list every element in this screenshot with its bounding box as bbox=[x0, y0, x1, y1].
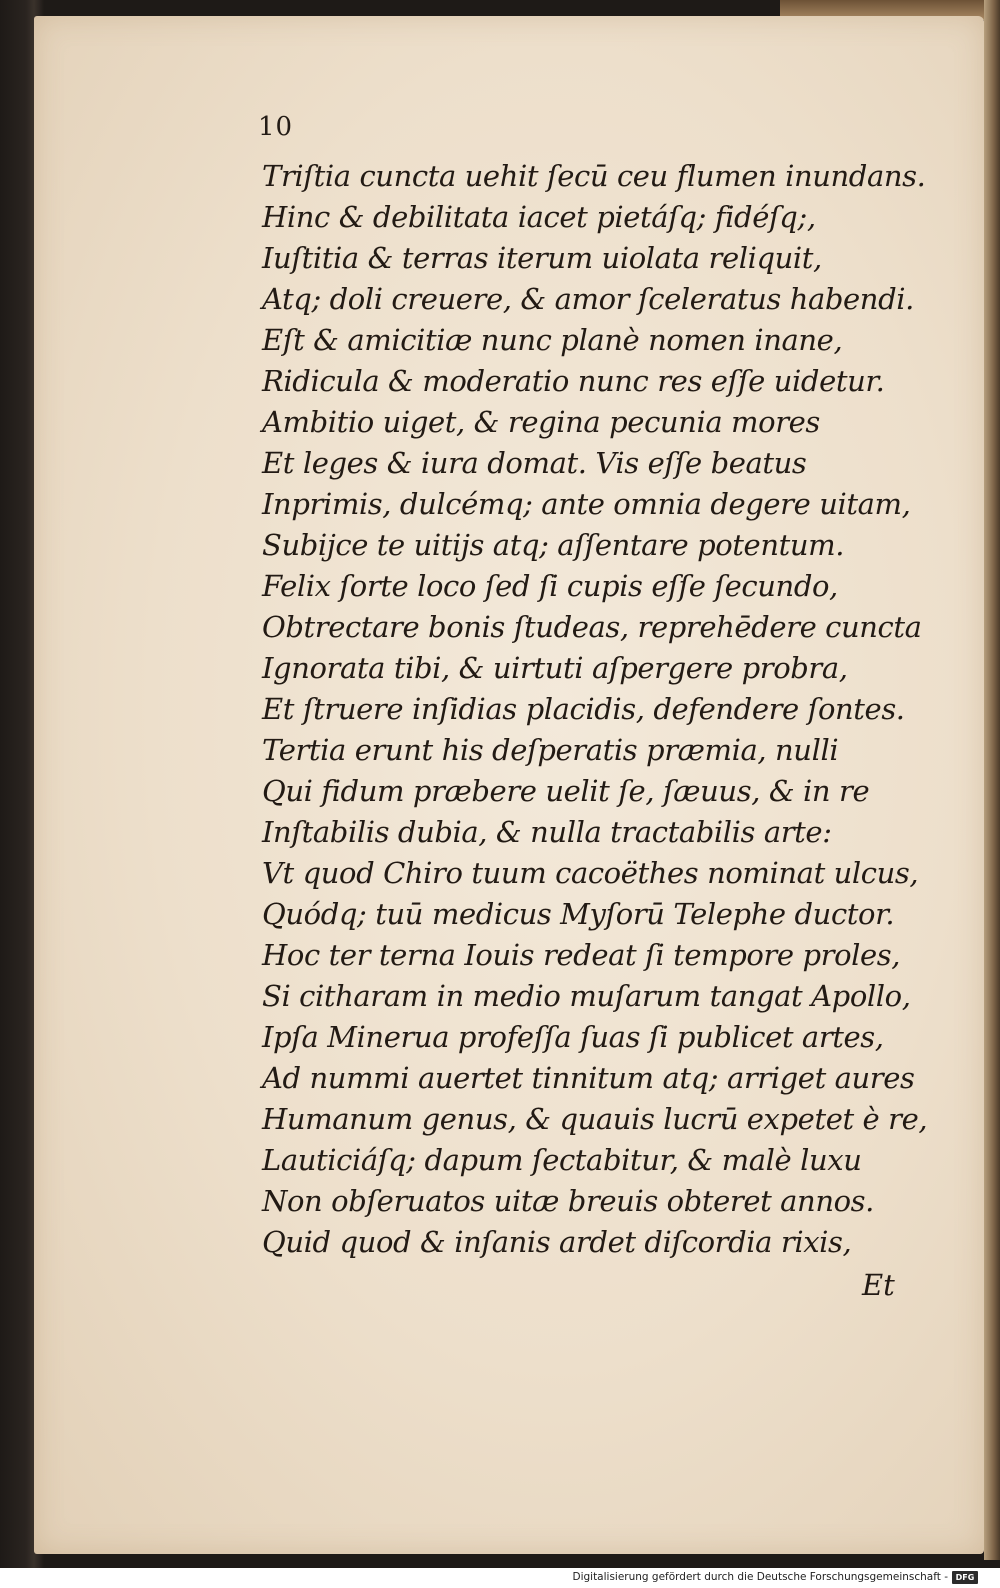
verse-line: Humanum genus, & quauis lucrū expetet è re, bbox=[262, 1102, 928, 1136]
verse-block bbox=[262, 156, 942, 1263]
book-edge-right bbox=[984, 0, 1000, 1560]
verse-line: Subijce te uitijs atq; aſſentare potentum. bbox=[262, 528, 845, 562]
verse-line: Et ſtruere inſidias placidis, defendere ſontes. bbox=[262, 692, 905, 726]
verse-line: Obtrectare bonis ſtudeas, reprehēdere cuncta bbox=[262, 610, 922, 644]
verse-line: Ridicula & moderatio nunc res eſſe uidetur. bbox=[262, 364, 885, 398]
page-number: 10 bbox=[258, 112, 294, 142]
verse-line: Atq; doli creuere, & amor ſceleratus habendi. bbox=[262, 282, 914, 316]
verse-line: Tertia erunt his deſperatis præmia, nulli bbox=[262, 733, 839, 767]
footer-credit: Digitalisierung gefördert durch die Deutsche Forschungsgemeinschaft - bbox=[572, 1571, 948, 1583]
verse-line: Et leges & iura domat. Vis eſſe beatus bbox=[262, 446, 807, 480]
verse-line: Eſt & amicitiæ nunc planè nomen inane, bbox=[262, 323, 843, 357]
verse-line: Lauticiáſq; dapum ſectabitur, & malè luxu bbox=[262, 1143, 862, 1177]
verse-line: Ignorata tibi, & uirtuti aſpergere probra, bbox=[262, 651, 848, 685]
verse-line: Ambitio uiget, & regina pecunia mores bbox=[262, 405, 820, 439]
dfg-logo-icon: DFG bbox=[952, 1571, 978, 1584]
verse-line: Non obſeruatos uitæ breuis obteret annos. bbox=[262, 1184, 874, 1218]
verse-line: Qui fidum præbere uelit ſe, ſæuus, & in re bbox=[262, 774, 870, 808]
verse-line: Inſtabilis dubia, & nulla tractabilis arte: bbox=[262, 815, 832, 849]
verse-line: Si citharam in medio muſarum tangat Apollo, bbox=[262, 979, 911, 1013]
verse-line: Ad nummi auertet tinnitum atq; arriget aures bbox=[262, 1061, 915, 1095]
verse-line: Quid quod & inſanis ardet diſcordia rixis, bbox=[262, 1225, 852, 1259]
verse-line: Hinc & debilitata iacet pietáſq; fidéſq;, bbox=[262, 200, 816, 234]
verse-line: Quódq; tuū medicus Myſorū Telephe ductor. bbox=[262, 897, 895, 931]
verse-line: Iuſtitia & terras iterum uiolata reliquit, bbox=[262, 241, 822, 275]
verse-line: Triſtia cuncta uehit ſecū ceu flumen inundans. bbox=[262, 159, 926, 193]
verse-line: Vt quod Chiro tuum cacoëthes nominat ulcus, bbox=[262, 856, 919, 890]
catchword: Et bbox=[862, 1268, 895, 1302]
verse-line: Ipſa Minerua profeſſa ſuas ſi publicet artes, bbox=[262, 1020, 884, 1054]
verse-line: Inprimis, dulcémq; ante omnia degere uitam, bbox=[262, 487, 911, 521]
verse-line: Hoc ter terna Iouis redeat ſi tempore proles, bbox=[262, 938, 901, 972]
verse-line: Felix ſorte loco ſed ſi cupis eſſe ſecundo, bbox=[262, 569, 838, 603]
